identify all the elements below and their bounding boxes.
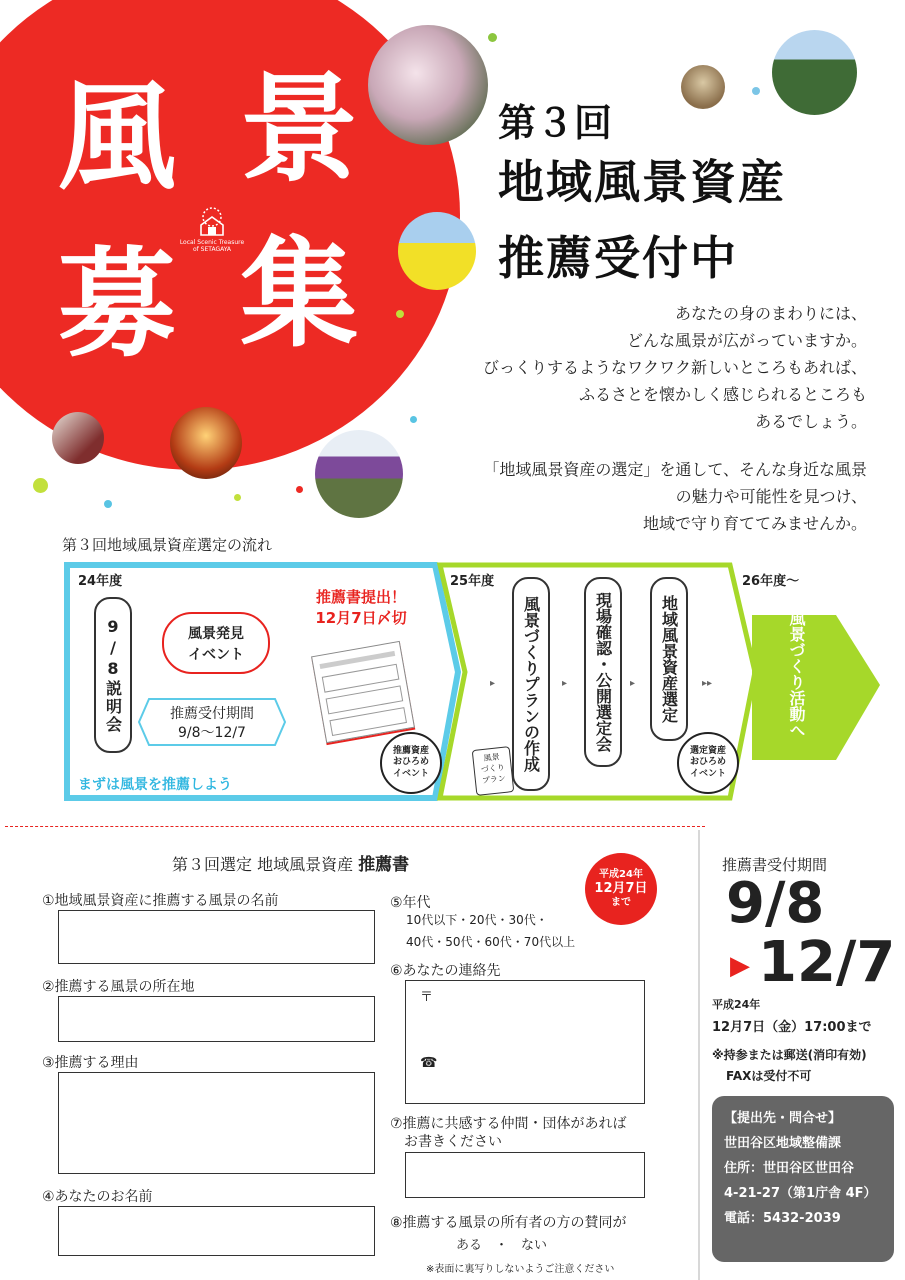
hero-char-4: 集 bbox=[240, 224, 359, 363]
logo-text-1: Local Scenic Treasure bbox=[179, 239, 245, 247]
title-line-1: 第３回 bbox=[498, 101, 613, 145]
q3-label: ③推薦する理由 bbox=[42, 1055, 139, 1071]
arrow-icon: ▸ bbox=[562, 678, 568, 689]
q2-label: ②推薦する風景の所在地 bbox=[42, 979, 195, 995]
dot bbox=[33, 478, 48, 493]
photo-cherry-blossoms bbox=[368, 25, 488, 145]
dot bbox=[488, 33, 497, 42]
intro-line: ふるさとを懐かしく感じられるところも bbox=[578, 385, 867, 404]
contact-field[interactable] bbox=[405, 980, 645, 1104]
dot bbox=[296, 486, 303, 493]
phone-icon: ☎ bbox=[420, 1055, 438, 1071]
photo-festival bbox=[170, 407, 242, 479]
intro-line: 「地域風景資産の選定」を通して、そんな身近な風景 bbox=[483, 460, 867, 479]
form-thumbnail bbox=[311, 641, 415, 743]
panel-note-1: ※持参または郵送(消印有効) bbox=[712, 1048, 867, 1062]
q7-label-1: ⑦推薦に共感する仲間・団体があれば bbox=[390, 1116, 627, 1132]
event-line: 風景発見 bbox=[188, 626, 244, 642]
group-field[interactable] bbox=[405, 1152, 645, 1198]
age-options-1[interactable]: 10代以下・20代・30代・ bbox=[406, 913, 548, 927]
reason-field[interactable] bbox=[58, 1072, 375, 1174]
contact-title: 【提出先・問合せ】 bbox=[724, 1111, 842, 1126]
contact-box bbox=[712, 1096, 894, 1262]
year-24: 24年度 bbox=[78, 574, 123, 589]
deadline-title: 推薦書提出！ bbox=[315, 588, 406, 606]
flow-footer-text: まずは風景を推薦しよう bbox=[78, 777, 232, 793]
logo-text-2: of SETAGAYA bbox=[192, 246, 232, 254]
q1-label: ①地域風景資産に推薦する風景の名前 bbox=[42, 893, 279, 909]
step-select-box: 地域風景資産選定 bbox=[650, 577, 688, 741]
intro-event-circle: 推薦資産 おひろめ イベント bbox=[380, 732, 442, 794]
arrow-icon: ▸ bbox=[490, 678, 496, 689]
event-bubble bbox=[162, 612, 270, 674]
q8-label: ⑧推薦する風景の所有者の方の賛同が bbox=[390, 1215, 627, 1231]
logo-icon bbox=[187, 205, 237, 237]
panel-divider bbox=[698, 830, 700, 1280]
intro-line: 地域で守り育ててみませんか。 bbox=[642, 514, 867, 533]
intro-paragraph-2 bbox=[483, 456, 867, 537]
q7-label-2: お書きください bbox=[404, 1134, 502, 1150]
name-field[interactable] bbox=[58, 1206, 375, 1256]
submission-panel bbox=[700, 830, 905, 1280]
form-title: 第３回選定 地域風景資産 推薦書 bbox=[172, 855, 410, 875]
setagaya-logo bbox=[172, 205, 252, 254]
year-26: 26年度～ bbox=[742, 574, 800, 589]
dot bbox=[104, 500, 112, 508]
contact-org: 世田谷区地域整備課 bbox=[724, 1136, 842, 1151]
panel-year: 平成24年 bbox=[712, 998, 761, 1011]
deadline-badge: 平成24年 12月7日 まで bbox=[585, 853, 657, 925]
location-field[interactable] bbox=[58, 996, 375, 1042]
period-end: 12/7 bbox=[758, 930, 896, 995]
hero-char-3: 募 bbox=[58, 234, 177, 373]
photo-fields bbox=[772, 30, 857, 115]
arrow-icon: ▸▸ bbox=[702, 678, 713, 689]
step-check-box: 現場確認・公開選定会 bbox=[584, 577, 622, 767]
dot bbox=[752, 87, 760, 95]
arrow-icon: ▸ bbox=[630, 678, 636, 689]
hero-char-2: 景 bbox=[240, 59, 359, 198]
contact-phone: 電話：5432-2039 bbox=[724, 1211, 841, 1226]
consent-options[interactable]: ある ・ ない bbox=[456, 1238, 548, 1253]
intro-paragraph-1 bbox=[483, 300, 867, 435]
panel-note-2: FAXは受付不可 bbox=[726, 1069, 812, 1083]
period-label: 推薦受付期間 bbox=[170, 706, 254, 722]
flow-title: 第３回地域風景資産選定の流れ bbox=[62, 536, 273, 554]
step-plan-box: 風景づくりプランの作成 bbox=[512, 577, 550, 791]
q6-label: ⑥あなたの連絡先 bbox=[390, 963, 501, 979]
cut-line bbox=[5, 826, 705, 827]
step-activity: 風景づくり活動へ bbox=[787, 610, 806, 738]
intro-line: の魅力や可能性を見つけ、 bbox=[675, 487, 867, 506]
year-25: 25年度 bbox=[450, 574, 495, 589]
intro-line: どんな風景が広がっていますか。 bbox=[626, 331, 867, 350]
briefing-box: 9/8説明会 bbox=[94, 597, 132, 753]
contact-address-1: 住所：世田谷区世田谷 bbox=[724, 1161, 855, 1176]
intro-line: あなたの身のまわりには、 bbox=[674, 304, 867, 323]
event-line: イベント bbox=[188, 647, 244, 663]
period-start: 9/8 bbox=[726, 871, 825, 936]
selected-event-circle: 選定資産 おひろめ イベント bbox=[677, 732, 739, 794]
photo-train bbox=[315, 430, 403, 518]
postal-icon: 〒 bbox=[420, 990, 434, 1005]
period-heading: 推薦書受付期間 bbox=[722, 856, 828, 874]
hero-char-1: 風 bbox=[58, 67, 177, 206]
photo-statue bbox=[681, 65, 725, 109]
photo-tower bbox=[52, 412, 104, 464]
intro-line: びっくりするようなワクワク新しいところもあれば、 bbox=[482, 358, 867, 377]
arrow-right-icon: ▶ bbox=[730, 951, 750, 981]
q5-label: ⑤年代 bbox=[390, 895, 431, 911]
photo-rapeseed bbox=[398, 212, 476, 290]
q4-label: ④あなたのお名前 bbox=[42, 1189, 153, 1205]
dot bbox=[234, 494, 241, 501]
title-line-2: 地域風景資産 bbox=[498, 155, 786, 209]
dot bbox=[396, 310, 404, 318]
deadline-date: 12月7日〆切 bbox=[315, 609, 407, 627]
period-dates: 9/8～12/7 bbox=[178, 725, 246, 741]
dot bbox=[410, 416, 417, 423]
title-line-3: 推薦受付中 bbox=[498, 231, 738, 285]
flow-arrows bbox=[0, 555, 905, 810]
form-note: ※表面に裏写りしないようご注意ください bbox=[426, 1264, 615, 1275]
panel-deadline: 12月7日（金）17:00まで bbox=[712, 1020, 872, 1035]
plan-tag: 風景 づくり プラン bbox=[472, 746, 515, 796]
intro-line: あるでしょう。 bbox=[755, 412, 867, 431]
landscape-name-field[interactable] bbox=[58, 910, 375, 964]
contact-address-2: 4-21-27（第1庁舎 4F） bbox=[724, 1186, 877, 1201]
age-options-2[interactable]: 40代・50代・60代・70代以上 bbox=[406, 935, 576, 949]
